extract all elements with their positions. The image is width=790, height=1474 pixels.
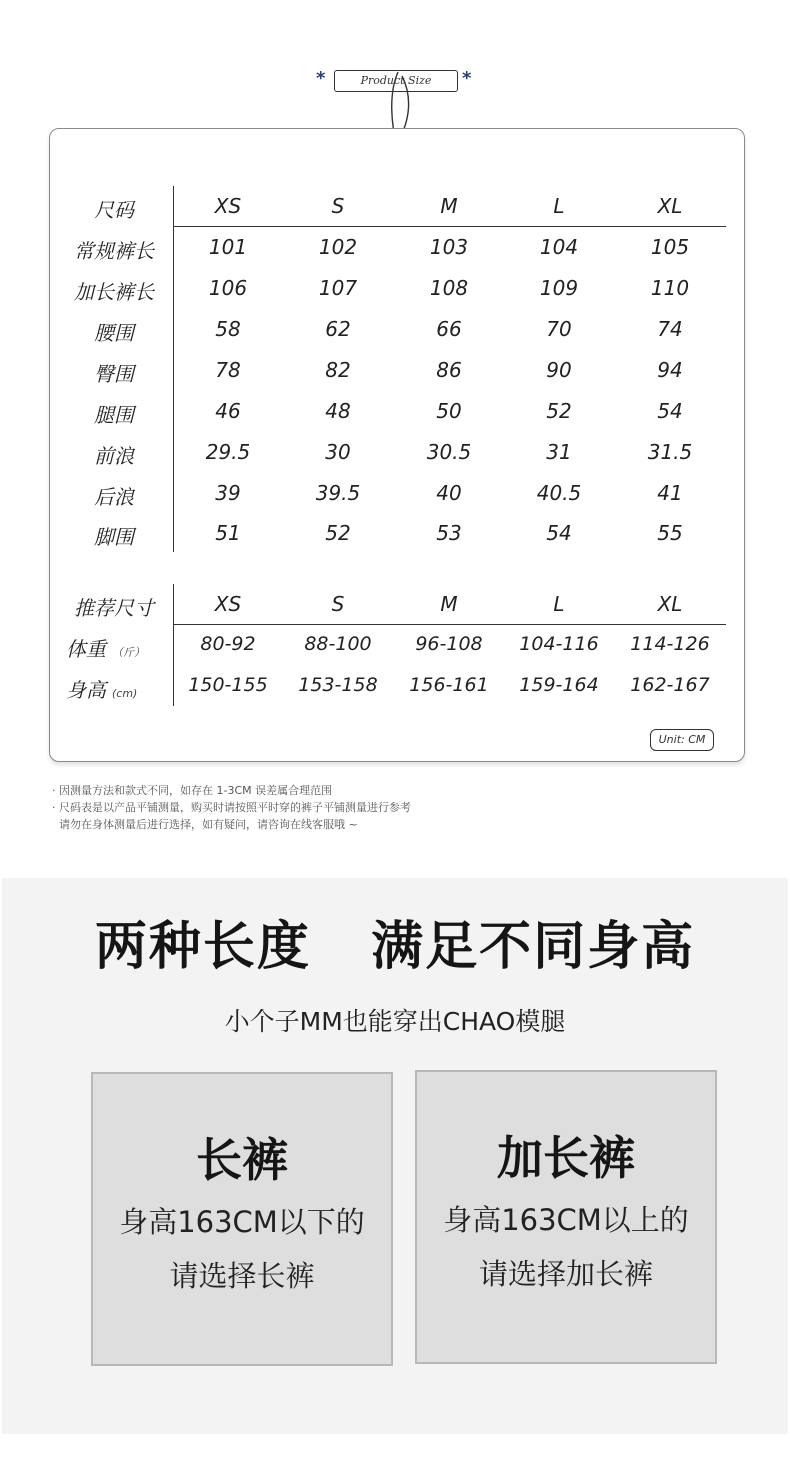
row-label-waist: 腰围	[94, 321, 134, 345]
table-cell: 51	[215, 521, 241, 545]
table-cell: 40	[436, 481, 462, 505]
table-cell: 66	[436, 317, 462, 341]
size-header-label: 尺码	[94, 198, 134, 222]
table-cell: 104-116	[519, 633, 599, 655]
size-header-l: L	[553, 194, 565, 218]
table-cell: 102	[318, 235, 358, 259]
table-cell: 101	[208, 235, 248, 259]
recommend-header-xs: XS	[214, 592, 242, 616]
table-cell: 156-161	[409, 674, 489, 696]
row-label-weight	[66, 633, 145, 662]
table-cell: 39	[215, 481, 241, 505]
row-label-height	[66, 674, 137, 703]
table-cell: 162-167	[630, 674, 710, 696]
table-cell: 106	[208, 276, 248, 300]
table-cell: 70	[546, 317, 572, 341]
option-line-2: 请选择加长裤	[478, 1257, 653, 1291]
row-label-leg-opening: 脚围	[94, 525, 134, 549]
product-size-label: Product Size	[334, 70, 458, 92]
table-cell: 90	[546, 358, 572, 382]
table-cell: 29.5	[205, 440, 251, 464]
table-cell: 88-100	[304, 633, 372, 655]
note-line-1: · 因测量方法和款式不同，如存在 1-3CM 误差属合理范围	[52, 784, 333, 797]
table-cell: 94	[657, 358, 683, 382]
row-label-back-rise: 后浪	[94, 485, 134, 509]
table-cell: 150-155	[188, 674, 268, 696]
table-cell: 54	[657, 399, 683, 423]
table-cell: 52	[325, 521, 351, 545]
table-cell: 40.5	[536, 481, 582, 505]
table-cell: 46	[215, 399, 241, 423]
recommend-header-label: 推荐尺寸	[74, 596, 154, 620]
weight-label: 体重	[66, 637, 106, 661]
table-cell: 105	[650, 235, 690, 259]
table-cell: 109	[539, 276, 579, 300]
unit-badge: Unit: CM	[650, 729, 714, 751]
row-label-regular-length: 常规裤长	[74, 239, 154, 263]
option-line-2: 请选择长裤	[169, 1259, 315, 1293]
table-cell: 80-92	[200, 633, 256, 655]
note-line-2: · 尺码表是以产品平铺测量，购买时请按照平时穿的裤子平铺测量进行参考	[52, 801, 411, 814]
header-divider	[173, 226, 726, 227]
table-cell: 58	[215, 317, 241, 341]
recommend-header-l: L	[553, 592, 565, 616]
row-label-extended-length: 加长裤长	[74, 280, 154, 304]
recommend-header-xl: XL	[657, 592, 683, 616]
table-cell: 159-164	[519, 674, 599, 696]
size-header-m: M	[440, 194, 458, 218]
size-header-s: S	[331, 194, 345, 218]
table-cell: 54	[546, 521, 572, 545]
table-cell: 110	[650, 276, 690, 300]
row-label-thigh: 腿围	[94, 403, 134, 427]
option-title: 长裤	[196, 1133, 288, 1187]
table-cell: 48	[325, 399, 351, 423]
table-cell: 114-126	[630, 633, 710, 655]
table-cell: 31.5	[647, 440, 693, 464]
table-cell: 52	[546, 399, 572, 423]
table-cell: 82	[325, 358, 351, 382]
note-line-3: 请勿在身体测量后进行选择，如有疑问，请咨询在线客服哦 ~	[52, 818, 358, 831]
recommend-header-m: M	[440, 592, 458, 616]
option-title: 加长裤	[497, 1131, 635, 1185]
table-cell: 86	[436, 358, 462, 382]
table-cell: 78	[215, 358, 241, 382]
recommend-header-s: S	[331, 592, 345, 616]
recommend-header-divider	[173, 624, 726, 625]
option-card-regular	[91, 1072, 393, 1366]
promo-headline: 两种长度 满足不同身高	[94, 917, 696, 977]
table-cell: 39.5	[315, 481, 361, 505]
height-label: 身高	[66, 678, 106, 702]
table-cell: 96-108	[415, 633, 483, 655]
table-cell: 153-158	[298, 674, 378, 696]
row-label-hip: 臀围	[94, 362, 134, 386]
option-card-extended	[415, 1070, 717, 1364]
table-cell: 30.5	[426, 440, 472, 464]
table-cell: 107	[318, 276, 358, 300]
table-cell: 41	[657, 481, 683, 505]
table-cell: 108	[429, 276, 469, 300]
table-cell: 30	[325, 440, 351, 464]
promo-subtitle: 小个子MM也能穿出CHAO模腿	[224, 1007, 566, 1036]
option-line-1: 身高163CM以上的	[443, 1203, 689, 1237]
star-icon-right: *	[462, 68, 472, 89]
size-header-xl: XL	[657, 194, 683, 218]
row-label-front-rise: 前浪	[94, 444, 134, 468]
table-cell: 104	[539, 235, 579, 259]
weight-unit: （斤）	[112, 646, 145, 659]
table-cell: 31	[546, 440, 572, 464]
table-cell: 50	[436, 399, 462, 423]
table-cell: 55	[657, 521, 683, 545]
table-cell: 53	[436, 521, 462, 545]
size-header-xs: XS	[214, 194, 242, 218]
table-cell: 103	[429, 235, 469, 259]
height-unit: (cm)	[112, 687, 138, 700]
table-cell: 74	[657, 317, 683, 341]
star-icon-left: *	[316, 68, 326, 89]
table-cell: 62	[325, 317, 351, 341]
option-line-1: 身高163CM以下的	[119, 1205, 365, 1239]
